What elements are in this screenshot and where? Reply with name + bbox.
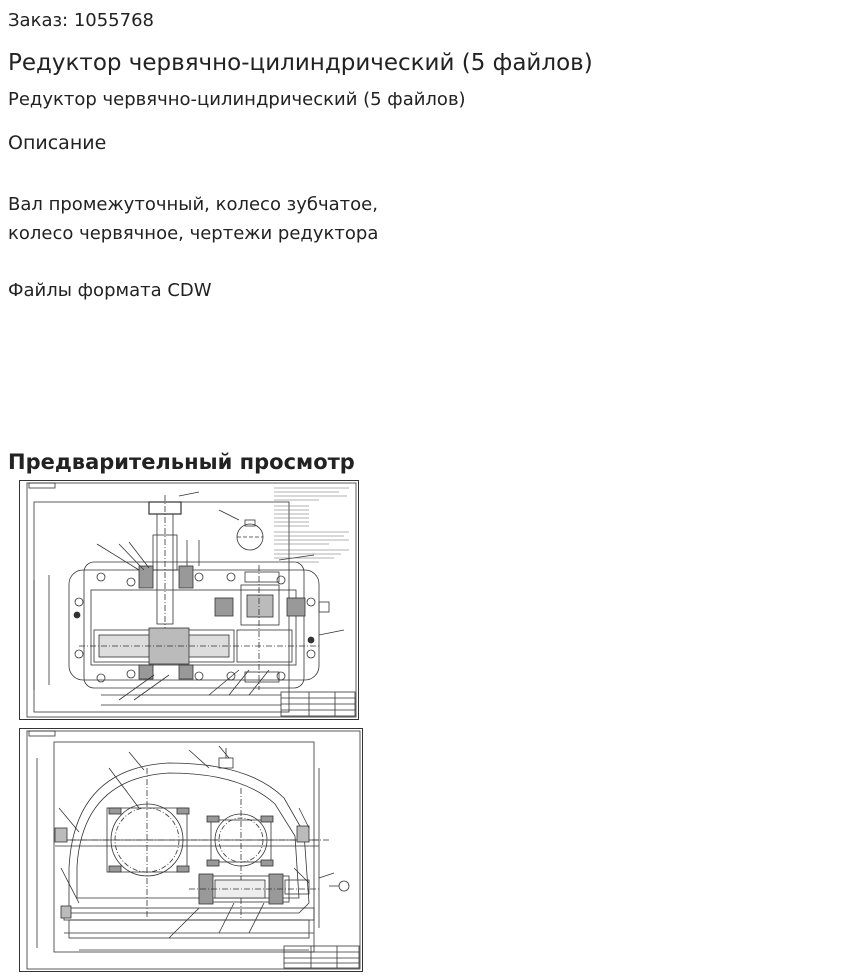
description-heading: Описание xyxy=(8,132,107,154)
description-line-2: колесо червячное, чертежи редуктора xyxy=(8,223,379,244)
drawing-side-view[interactable] xyxy=(19,728,363,972)
page-subtitle: Редуктор червячно-цилиндрический (5 файлов) xyxy=(8,89,466,110)
description-line-1: Вал промежуточный, колесо зубчатое, xyxy=(8,194,378,215)
page-title: Редуктор червячно-цилиндрический (5 файлов) xyxy=(8,50,593,76)
file-format-line: Файлы формата CDW xyxy=(8,280,212,301)
drawing-top-view[interactable] xyxy=(19,480,359,720)
order-number: Заказ: 1055768 xyxy=(8,10,154,31)
preview-heading: Предварительный просмотр xyxy=(8,450,355,474)
